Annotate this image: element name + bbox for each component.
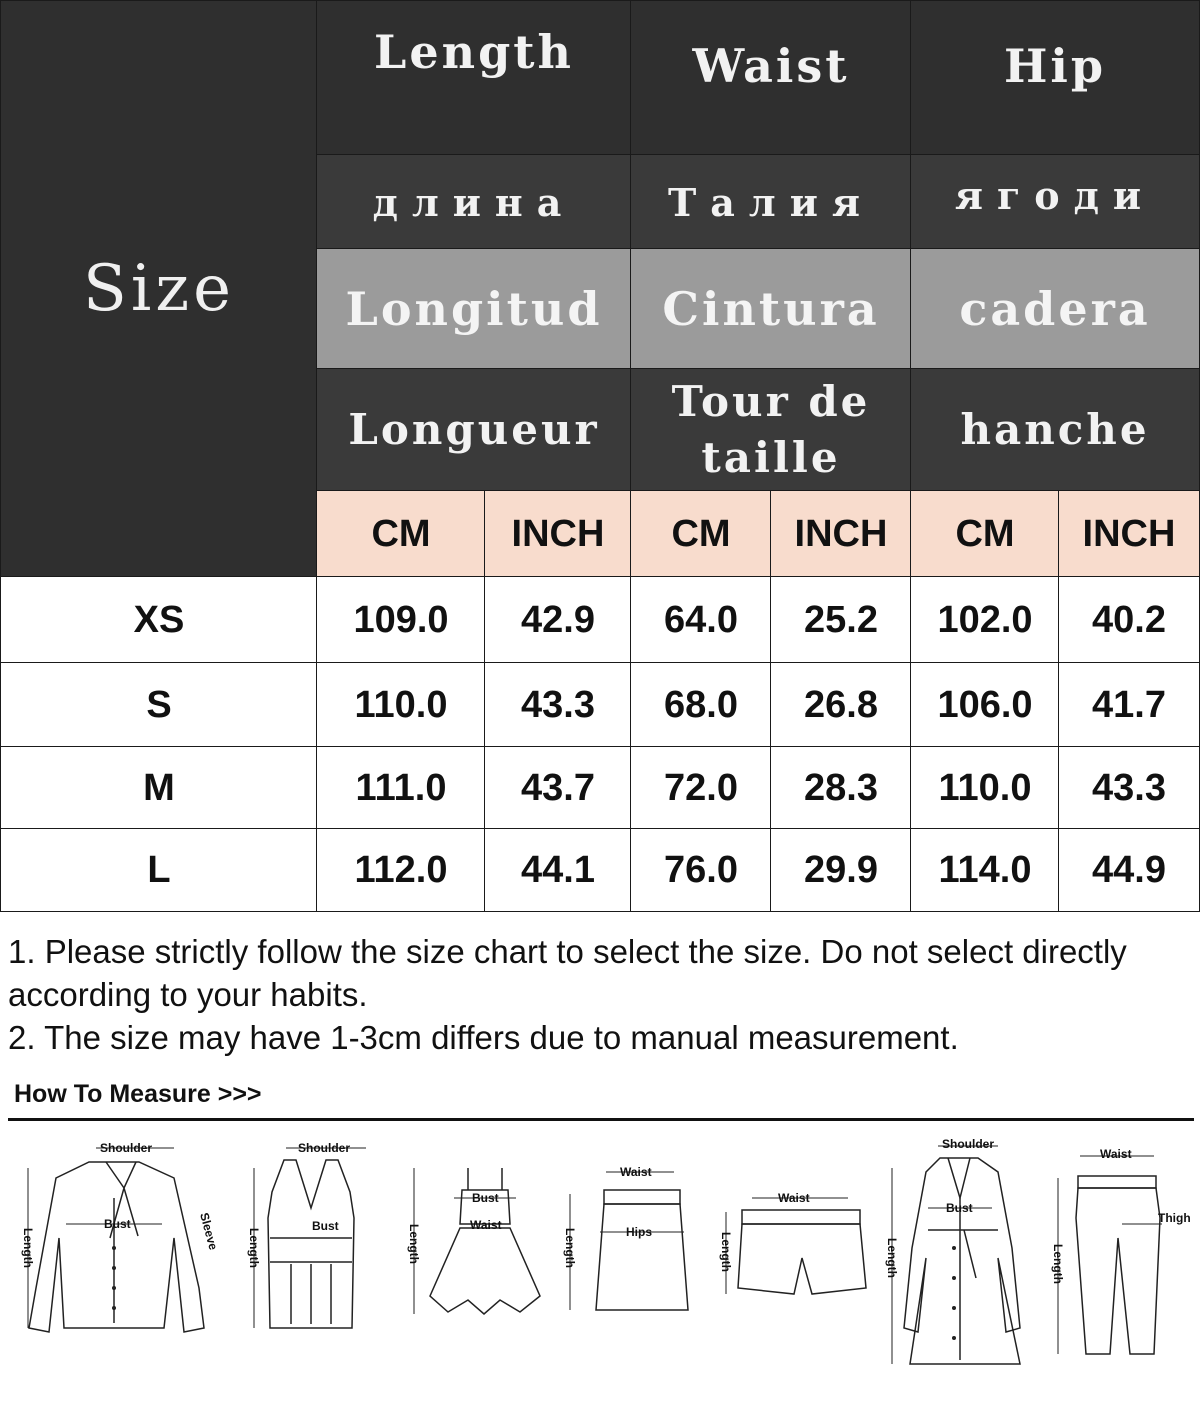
value-cell: 29.9 (770, 828, 912, 912)
length-label: Length (1051, 1244, 1065, 1284)
bust-label: Bust (946, 1201, 973, 1215)
length-label: Length (247, 1228, 261, 1268)
header-hip-fr: hanche (910, 368, 1200, 492)
header-waist-es: Cintura (630, 248, 912, 370)
bust-label: Bust (472, 1191, 499, 1205)
size-cell-xs: XS (0, 576, 318, 664)
value-cell: 40.2 (1058, 576, 1200, 664)
header-waist-fr: Tour de taille (630, 368, 912, 492)
sleeve-label: Sleeve (197, 1211, 221, 1252)
waist-label: Waist (620, 1165, 652, 1179)
header-waist-ru: Талия (630, 154, 912, 250)
dress-diagram (400, 1128, 550, 1348)
note-1: 1. Please strictly follow the size chart to select the size. Do not select directly according to your habits. (8, 933, 1127, 1013)
coat-diagram (880, 1128, 1040, 1388)
header-length-fr: Longueur (316, 368, 632, 492)
header-length-ru: длина (316, 154, 632, 250)
unit-waist-inch: INCH (770, 490, 912, 578)
size-cell-m: M (0, 746, 318, 830)
bust-label: Bust (312, 1219, 339, 1233)
value-cell: 43.3 (1058, 746, 1200, 830)
length-label: Length (885, 1238, 899, 1278)
waist-label: Waist (470, 1218, 502, 1232)
value-cell: 41.7 (1058, 662, 1200, 748)
value-cell: 44.1 (484, 828, 632, 912)
value-cell: 110.0 (910, 746, 1060, 830)
size-cell-l: L (0, 828, 318, 912)
shorts-diagram (712, 1128, 872, 1348)
value-cell: 114.0 (910, 828, 1060, 912)
value-cell: 106.0 (910, 662, 1060, 748)
value-cell: 72.0 (630, 746, 772, 830)
value-cell: 26.8 (770, 662, 912, 748)
size-header: Size (0, 0, 318, 578)
pants-diagram (1044, 1128, 1194, 1388)
unit-length-cm: CM (316, 490, 486, 578)
unit-hip-cm: CM (910, 490, 1060, 578)
value-cell: 28.3 (770, 746, 912, 830)
value-cell: 64.0 (630, 576, 772, 664)
note-2: 2. The size may have 1-3cm differs due to manual measurement. (8, 1019, 959, 1056)
value-cell: 42.9 (484, 576, 632, 664)
length-label: Length (563, 1228, 577, 1268)
header-hip-en: Hip (910, 0, 1200, 156)
shoulder-label: Shoulder (298, 1141, 351, 1155)
value-cell: 111.0 (316, 746, 486, 830)
waist-label: Waist (1100, 1147, 1132, 1161)
bust-label: Bust (104, 1217, 131, 1231)
value-cell: 68.0 (630, 662, 772, 748)
header-length-es: Longitud (316, 248, 632, 370)
size-notes (8, 930, 1193, 1059)
shoulder-label: Shoulder (942, 1137, 995, 1151)
hips-label: Hips (626, 1225, 653, 1239)
blouse-diagram (14, 1128, 224, 1348)
unit-hip-inch: INCH (1058, 490, 1200, 578)
thigh-label: Thigh (1158, 1211, 1191, 1225)
header-waist-en: Waist (630, 0, 912, 156)
value-cell: 110.0 (316, 662, 486, 748)
measurement-diagrams (0, 1128, 1200, 1388)
value-cell: 112.0 (316, 828, 486, 912)
value-cell: 76.0 (630, 828, 772, 912)
length-label: Length (407, 1224, 421, 1264)
value-cell: 102.0 (910, 576, 1060, 664)
header-hip-ru: ягоди (910, 154, 1200, 250)
value-cell: 43.3 (484, 662, 632, 748)
how-to-measure-title: How To Measure >>> (14, 1080, 262, 1108)
waist-label: Waist (778, 1191, 810, 1205)
value-cell: 109.0 (316, 576, 486, 664)
value-cell: 43.7 (484, 746, 632, 830)
length-label: Length (21, 1228, 35, 1268)
value-cell: 44.9 (1058, 828, 1200, 912)
length-label: Length (719, 1232, 733, 1272)
value-cell: 25.2 (770, 576, 912, 664)
shoulder-label: Shoulder (100, 1141, 153, 1155)
unit-length-inch: INCH (484, 490, 632, 578)
header-hip-es: cadera (910, 248, 1200, 370)
header-length-en: Length (316, 0, 632, 156)
divider (8, 1118, 1194, 1121)
skirt-diagram (556, 1128, 706, 1348)
tank-top-diagram (236, 1128, 386, 1348)
size-cell-s: S (0, 662, 318, 748)
unit-waist-cm: CM (630, 490, 772, 578)
